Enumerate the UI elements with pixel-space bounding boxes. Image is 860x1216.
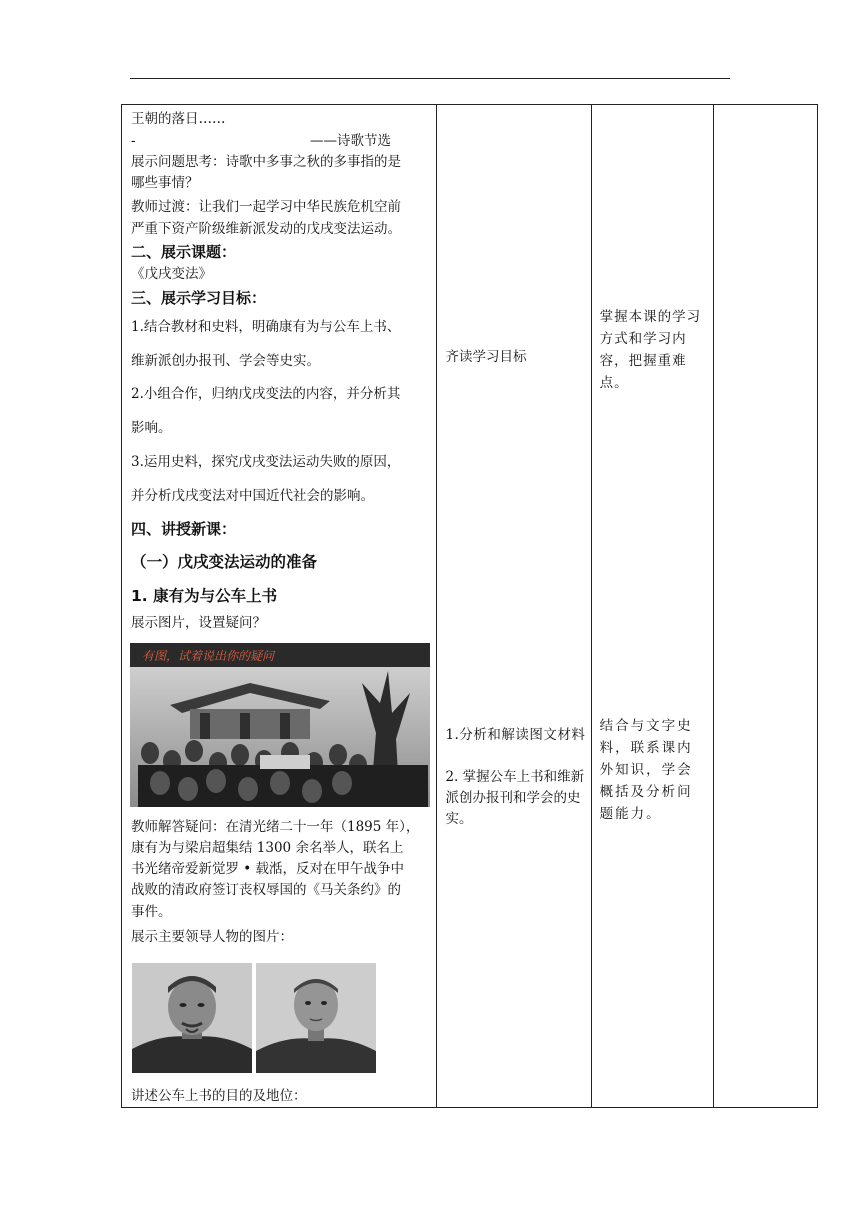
answer-line-4: 战败的清政府签订丧权辱国的《马关条约》的 xyxy=(131,882,401,898)
answer-line-5: 事件。 xyxy=(131,904,172,920)
section-heading-4: 四、讲授新课： xyxy=(131,520,237,538)
goal-3-line-1: 3.运用史料，探究戊戌变法运动失败的原因， xyxy=(131,454,401,470)
lesson-plan-table xyxy=(121,104,818,1108)
section-heading-3: 三、展示学习目标： xyxy=(131,289,267,307)
intent-2: 结合与文字史料，联系课内外知识，学会概括及分析问题能力。 xyxy=(599,718,693,822)
teacher-activity-cell xyxy=(122,105,437,1108)
portrait-liang-qichao xyxy=(256,963,376,1073)
show-picture-text: 展示图片，设置疑问？ xyxy=(131,615,266,631)
goal-3-line-2: 并分析戊戌变法对中国近代社会的影响。 xyxy=(131,488,374,504)
read-goals-text: 齐读学习目标 xyxy=(445,349,527,365)
intent-1: 掌握本课的学习方式和学习内容，把握重难点。 xyxy=(599,309,702,391)
poem-dash: - xyxy=(131,133,136,149)
transition-line-2: 严重下资产阶级维新派发动的戊戌变法运动。 xyxy=(131,221,401,237)
answer-line-1: 教师解答疑问：在清光绪二十一年（1895 年）， xyxy=(131,819,420,835)
activity-2: 2. 掌握公车上书和维新派创办报刊和学会的史实。 xyxy=(445,769,585,827)
answer-line-2: 康有为与梁启超集结 1300 余名举人，联名上 xyxy=(131,840,404,856)
poem-source: ——诗歌节选 xyxy=(310,133,391,149)
question-line-2: 哪些事情？ xyxy=(131,175,199,191)
section-heading-2: 二、展示课题： xyxy=(131,243,237,261)
question-line-1: 展示问题思考：诗歌中多事之秋的多事指的是 xyxy=(131,154,401,170)
goal-1-line-2: 维新派创办报刊、学会等史实。 xyxy=(131,353,320,369)
transition-line-1: 教师过渡：让我们一起学习中华民族危机空前 xyxy=(131,199,401,215)
goal-1-line-1: 1.结合教材和史料，明确康有为与公车上书、 xyxy=(131,319,401,335)
goal-2-line-1: 2.小组合作，归纳戊戌变法的内容，并分析其 xyxy=(131,386,401,402)
header-rule xyxy=(130,78,730,79)
subsection-heading-2: 1. 康有为与公车上书 xyxy=(131,587,278,605)
design-intent-cell xyxy=(591,105,713,1108)
answer-line-3: 书光绪帝爱新觉罗 • 载湉，反对在甲午战争中 xyxy=(131,861,405,877)
goal-2-line-2: 影响。 xyxy=(131,420,172,436)
notes-cell xyxy=(713,105,817,1108)
activity-1: 1.分析和解读图文材料 xyxy=(445,727,586,743)
subsection-heading-1: （一）戊戌变法运动的准备 xyxy=(131,553,318,571)
student-activity-cell xyxy=(437,105,591,1108)
historical-painting-image xyxy=(130,643,430,807)
painting-caption: 有图，试着说出你的疑问 xyxy=(142,649,275,663)
lesson-topic: 《戊戌变法》 xyxy=(131,266,212,282)
poem-last-line: 王朝的落日…… xyxy=(131,111,226,127)
purpose-line: 讲述公车上书的目的及地位： xyxy=(131,1088,307,1104)
portrait-kang-youwei xyxy=(132,963,252,1073)
leaders-intro: 展示主要领导人物的图片： xyxy=(131,929,293,945)
